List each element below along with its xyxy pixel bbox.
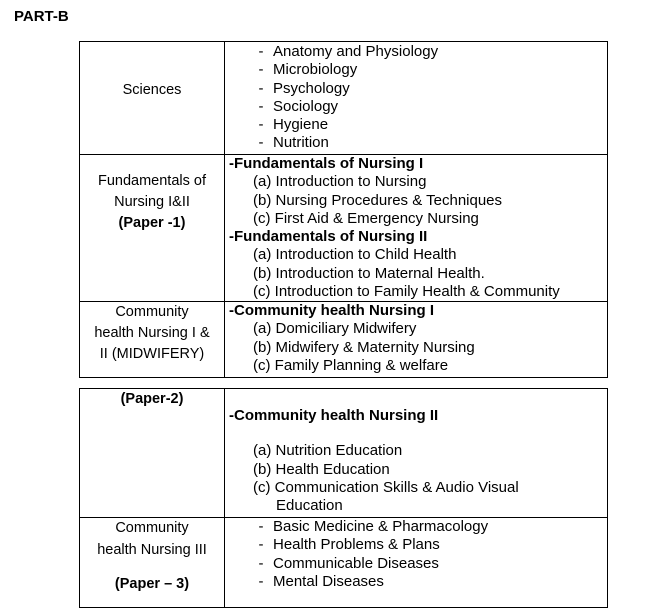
dash-bullet: - — [258, 518, 264, 535]
row-label-cell — [80, 155, 225, 301]
list-item: (b) Nursing Procedures & Techniques — [253, 191, 503, 209]
row-label-line: Community — [115, 520, 189, 536]
dash-bullet: - — [258, 43, 264, 60]
list-item: - Psychology — [229, 80, 607, 98]
list-item: - Anatomy and Physiology — [229, 43, 607, 61]
section-title: -Fundamentals of Nursing I — [229, 155, 424, 172]
row-label-line: Community — [115, 304, 189, 320]
row-label-line: II (MIDWIFERY) — [99, 346, 205, 362]
list-item: (a) Introduction to Child Health — [253, 246, 457, 264]
row-label-line: Sciences — [122, 82, 182, 98]
dash-bullet: - — [258, 134, 264, 152]
section-title: -Fundamentals of Nursing II — [229, 228, 428, 246]
row-label-cell — [80, 389, 225, 517]
list-item: - Basic Medicine & Pharmacology — [229, 518, 607, 536]
list-item: (c) First Aid & Emergency Nursing — [253, 209, 479, 227]
list-item: (b) Midwifery & Maternity Nursing — [253, 338, 475, 356]
row-label-cell — [80, 42, 225, 154]
section-title: -Community health Nursing II — [229, 407, 439, 424]
row-content-cell — [225, 518, 607, 607]
list-item: - Microbiology — [229, 61, 607, 79]
dash-bullet: - — [258, 554, 264, 572]
list-item: - Health Problems & Plans — [229, 536, 607, 554]
row-content-cell — [225, 389, 607, 517]
table-row-paper-2 — [80, 389, 607, 517]
list-item: - Mental Diseases — [229, 573, 607, 591]
list-item: - Communicable Diseases — [229, 555, 607, 573]
list-item: (c) Introduction to Family Health & Community — [253, 283, 560, 301]
syllabus-table-1 — [79, 41, 608, 378]
list-item-continuation: Education — [276, 497, 343, 515]
table-row-community-3 — [80, 517, 607, 607]
list-item: (c) Communication Skills & Audio Visual — [253, 478, 519, 496]
row-label-cell — [80, 518, 225, 607]
row-label-line: health Nursing III — [97, 542, 207, 558]
row-label-cell — [80, 302, 225, 377]
dash-bullet: - — [258, 79, 264, 97]
paper-label: (Paper-2) — [120, 391, 184, 407]
list-item: (a) Nutrition Education — [253, 442, 403, 460]
row-content-cell — [225, 155, 607, 301]
paper-label: (Paper – 3) — [114, 576, 190, 592]
paper-label: (Paper -1) — [118, 215, 186, 231]
list-item: - Hygiene — [229, 116, 607, 134]
table-row-fundamentals — [80, 154, 607, 301]
list-item: (c) Family Planning & welfare — [253, 356, 449, 374]
row-label-line: Fundamentals of — [97, 173, 206, 189]
row-label-line: Nursing I&II — [114, 194, 190, 210]
list-item: (a) Introduction to Nursing — [253, 173, 427, 191]
dash-bullet: - — [258, 61, 264, 79]
dash-bullet: - — [258, 116, 264, 134]
dash-bullet: - — [258, 97, 264, 115]
dash-bullet: - — [258, 536, 264, 554]
syllabus-table-2 — [79, 388, 608, 608]
list-item: - Nutrition — [229, 134, 607, 152]
part-heading: PART-B — [14, 8, 69, 25]
list-item: (b) Health Education — [253, 460, 390, 478]
table-row-community-midwifery — [80, 301, 607, 377]
row-content-cell — [225, 42, 607, 154]
list-item: - Sociology — [229, 98, 607, 116]
table-row-sciences — [80, 42, 607, 154]
dash-bullet: - — [258, 572, 264, 590]
list-item: (b) Introduction to Maternal Health. — [253, 264, 485, 282]
row-content-cell — [225, 302, 607, 377]
list-item: (a) Domiciliary Midwifery — [253, 320, 417, 338]
section-title: -Community health Nursing I — [229, 302, 435, 319]
row-label-line: health Nursing I & — [94, 325, 210, 341]
